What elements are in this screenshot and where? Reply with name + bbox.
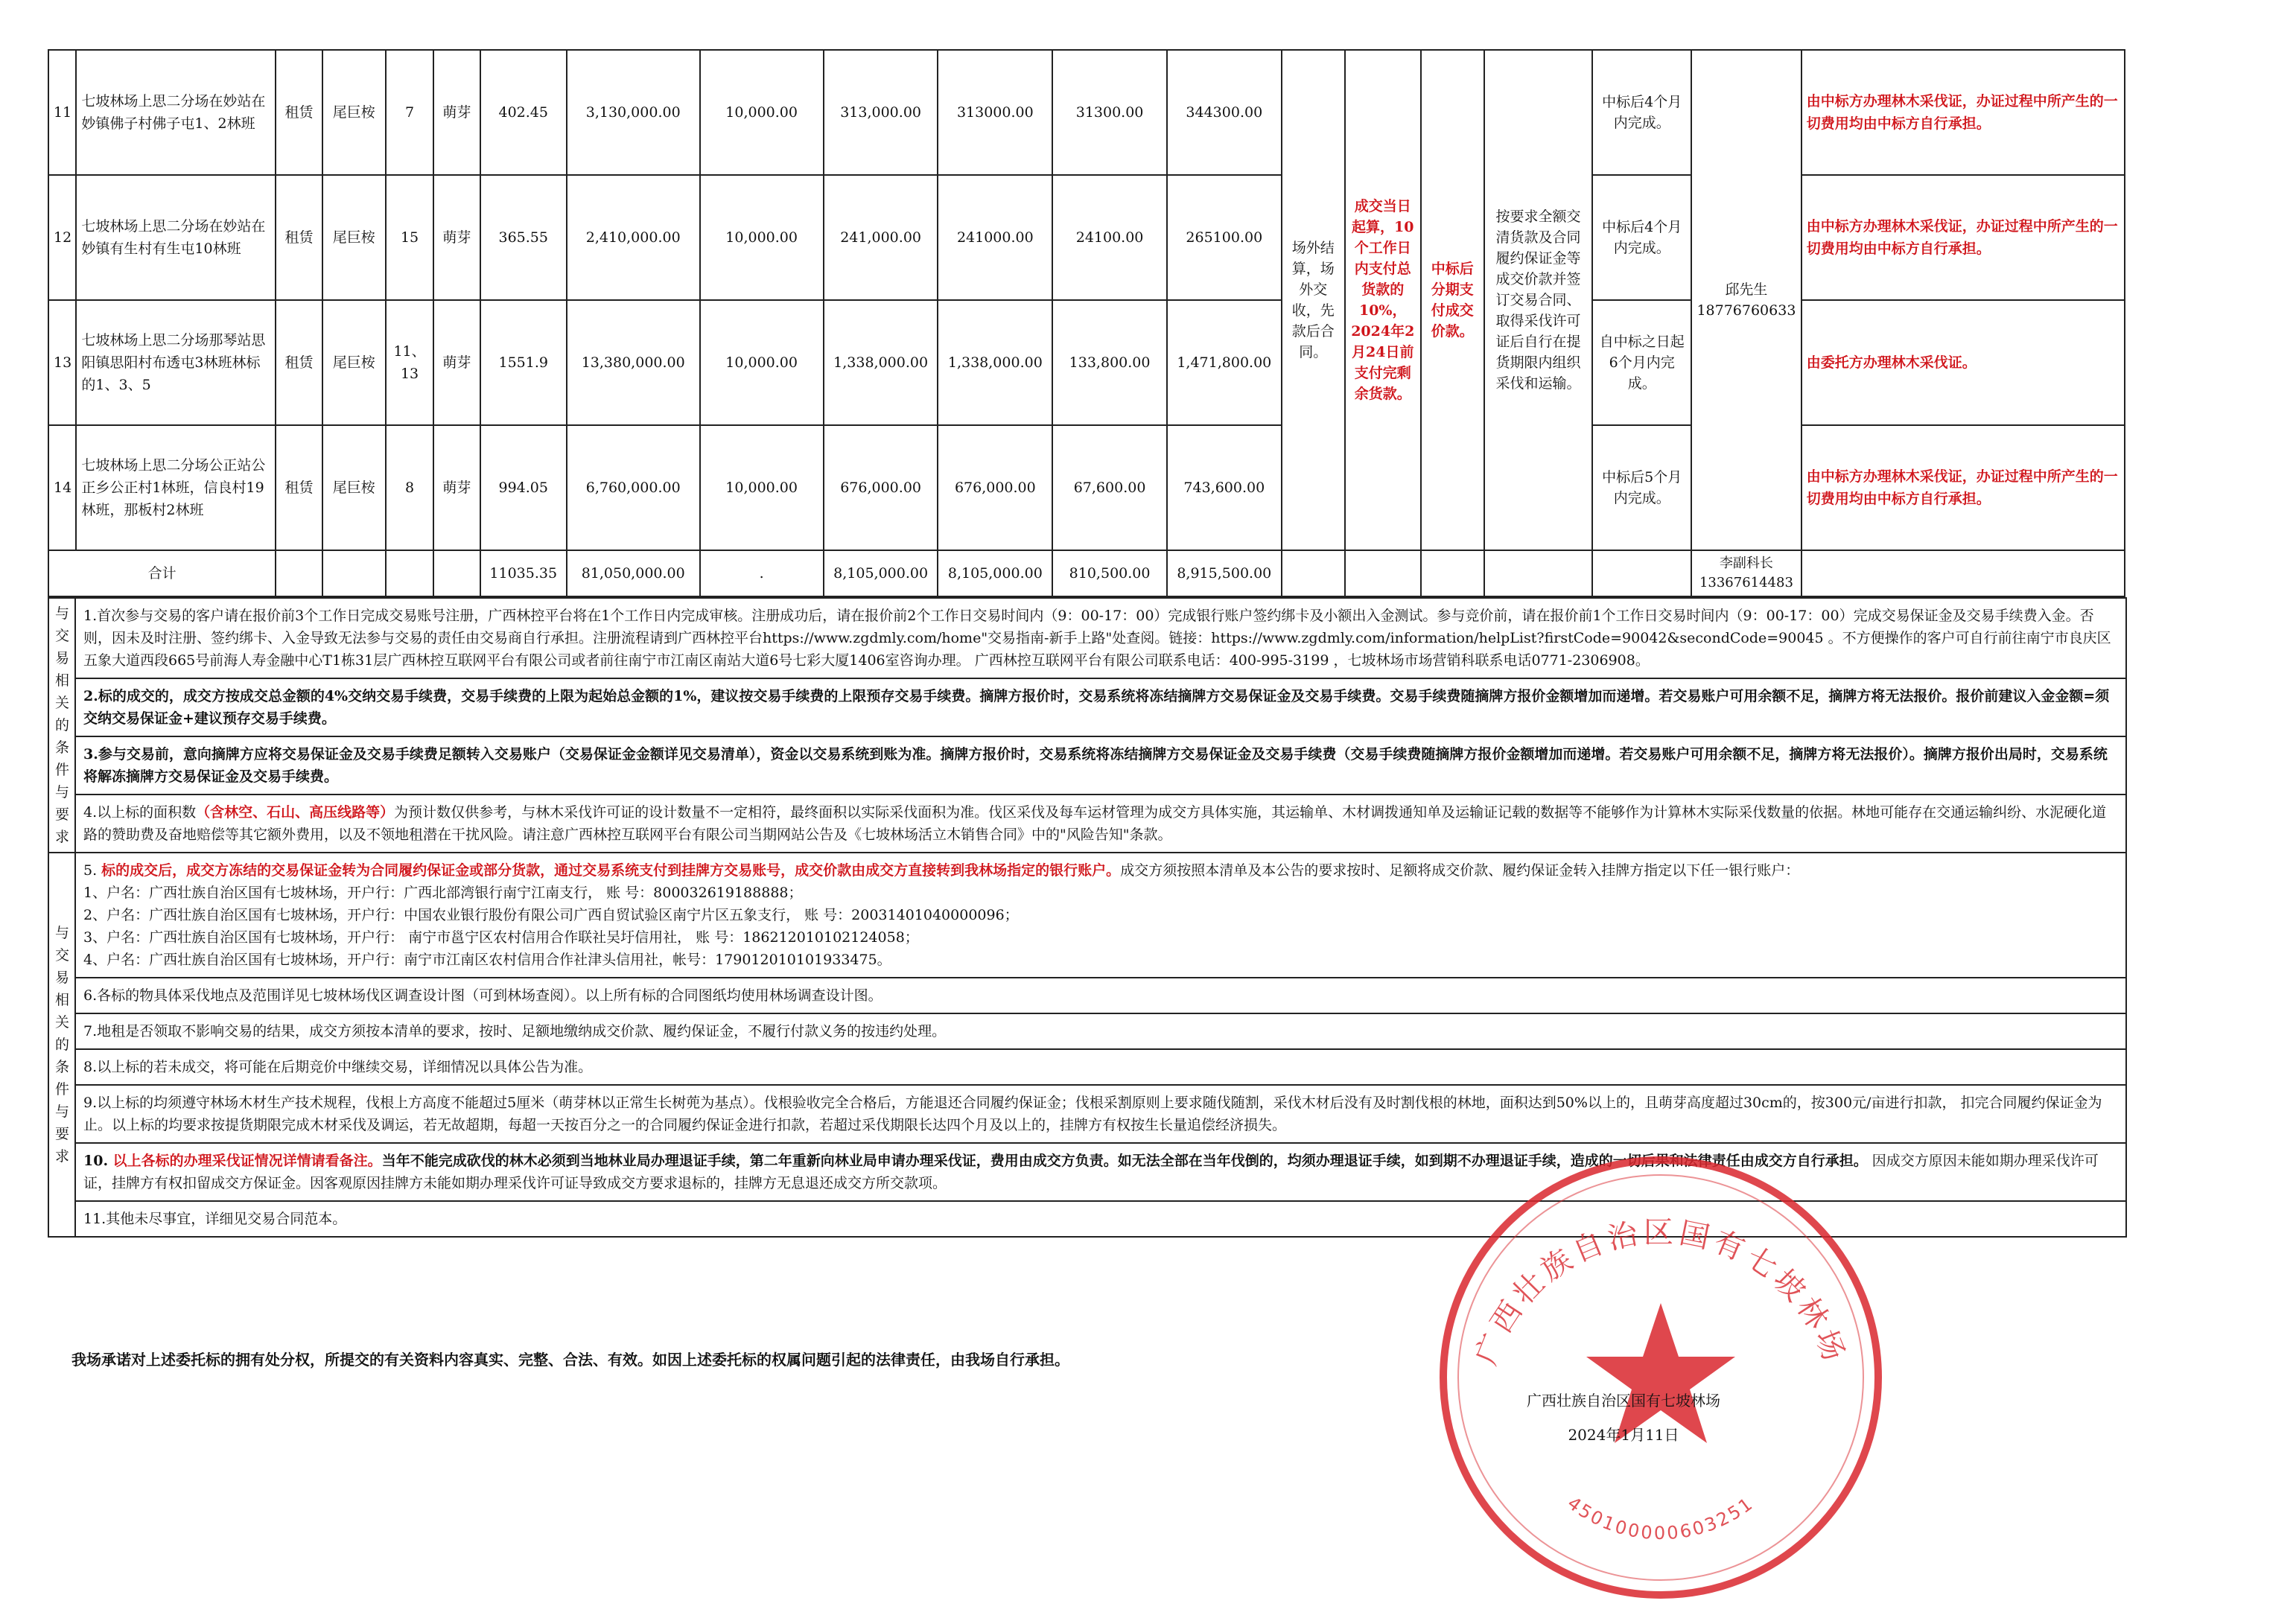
condition-5: 5. 标的成交后，成交方冻结的交易保证金转为合同履约保证金或部分货款，通过交易系统支付到挂牌方交易账号，成交价款由成交方直接转到我林场指定的银行账户。成交方须按照本清单及本公告的要求按时、足额将成交价款、履约保证金转入挂牌方指定以下任一银行账户： 1、户名：广西壮族自治区国有七坡林场，开户行：广西北部湾银行南宁江南支行， 账 号：800032619188888； 2、户名：广西壮族自治区国有七坡林场，开户行：中国农业银行股份有限公司广西自贸试验区南宁片区五象支行， 账 号：20031401040000096； 3、户名：广西壮族自治区国有七坡林场，开户行： 南宁市邕宁区农村信用合作联社吴圩信用社， 账 号：186212010102124058； 4、户名：广西壮族自治区国有七坡林场，开户行：南宁市江南区农村信用合作社津头信用社，帐号：179012010101933475。 [75,853,2126,978]
row-area: 365.55 [480,175,567,300]
row-period: 中标后4个月内完成。 [1592,175,1691,300]
condition-row [48,795,2126,853]
row-area: 402.45 [480,50,567,175]
side-label-1: 与交易相关的条件与要求 [48,598,75,853]
row-no: 14 [48,425,76,550]
document-page [48,49,2125,1238]
settle-cell: 场外结算，场外交收，先款后合同。 [1282,50,1345,550]
side-label-2: 与交易相关的条件与要求 [48,853,75,1237]
signature-block [1527,1383,1720,1452]
row-volume: 313000.00 [938,50,1052,175]
row-name: 七坡林场上思二分场那琴站思阳镇思阳村布透屯3林班林标的1、3、5 [76,300,276,425]
payment-cell: 成交当日起算，10个工作日内支付总货款的10%，2024年2月24日前支付完剩余货款。 [1345,50,1421,550]
row-period: 自中标之日起6个月内完成。 [1592,300,1691,425]
condition-row [48,598,2126,678]
row-age: 11、13 [386,300,433,425]
row-amount: 6,760,000.00 [567,425,700,550]
row-fee: 133,800.00 [1052,300,1167,425]
row-amount: 13,380,000.00 [567,300,700,425]
table-row [48,300,2125,425]
promise-statement: 我场承诺对上述委托标的拥有处分权，所提交的有关资料内容真实、完整、合法、有效。如因上述委托标的权属问题引起的法律责任，由我场自行承担。 [71,1351,1069,1369]
row-species: 尾巨桉 [322,425,386,550]
table-row [48,175,2125,300]
row-no: 13 [48,300,76,425]
condition-row [48,1013,2126,1049]
bank-account-2: 2、户名：广西壮族自治区国有七坡林场，开户行：中国农业银行股份有限公司广西自贸试验区南宁片区五象支行， 账 号：20031401040000096； [83,907,1019,923]
table-row [48,50,2125,175]
condition-row [48,978,2126,1013]
row-fee: 31300.00 [1052,50,1167,175]
row-origin: 萌芽 [433,425,480,550]
row-deposit: 676,000.00 [824,425,938,550]
condition-1: 1.首次参与交易的客户请在报价前3个工作日完成交易账号注册，广西林控平台将在1个工作日内完成审核。注册成功后，请在报价前2个工作日交易时间内（9：00-17：00）完成银行账户签约绑卡及小额出入金测试。参与竞价前，请在报价前1个工作日交易时间内（9：00-17：00）完成交易保证金及交易手续费入金。否则，因未及时注册、签约绑卡、入金导致无法参与交易的责任由交易商自行承担。注册流程请到广西林控平台https://www.zgdmly.com/home"交易指南-新手上路"处查阅。链接：https://www.zgdmly.com/information/helpList?firstCode=90042&secondCode=90045 。不方便操作的客户可自行前往南宁市良庆区五象大道西段665号前海人寿金融中心T1栋31层广西林控互联网平台有限公司或者前往南宁市江南区南站大道6号七彩大厦1406室咨询办理。 广西林控互联网平台有限公司联系电话：400-995-3199 ，七坡林场市场营销科联系电话0771-2306908。 [75,598,2126,678]
total-volume: 8,105,000.00 [938,550,1052,596]
sign-organization: 广西壮族自治区国有七坡林场 [1527,1392,1720,1410]
row-name: 七坡林场上思二分场在妙站在妙镇佛子村佛子屯1、2林班 [76,50,276,175]
condition-row [48,1085,2126,1143]
row-period: 中标后4个月内完成。 [1592,50,1691,175]
row-origin: 萌芽 [433,300,480,425]
row-age: 7 [386,50,433,175]
condition-row [48,1049,2126,1085]
contact-cell: 邱先生 18776760633 [1691,50,1801,550]
condition-4: 4.以上标的面积数（含林空、石山、高压线路等）为预计数仅供参考，与林木采伐许可证的设计数量不一定相符，最终面积以实际采伐面积为准。伐区采伐及每车运材管理为成交方具体实施，其运输单、木材调拨通知单及运输证记载的数据等不能够作为计算林木实际采伐数量的依据。林地可能存在交通运输纠纷、水泥硬化道路的赞助费及奋地赔偿等其它额外费用，以及不领地租潜在干扰风险。请注意广西林控互联网平台有限公司当期网站公告及《七坡林场活立木销售合同》中的"风险告知"条款。 [75,795,2126,853]
row-price: 10,000.00 [700,175,824,300]
total-contact: 李副科长 13367614483 [1691,550,1801,596]
row-origin: 萌芽 [433,50,480,175]
condition-row [48,853,2126,978]
row-fee: 24100.00 [1052,175,1167,300]
row-total: 344300.00 [1167,50,1282,175]
condition-8: 8.以上标的若未成交，将可能在后期竞价中继续交易，详细情况以具体公告为准。 [75,1049,2126,1085]
svg-text:450100000603251: 450100000603251 [1563,1492,1758,1544]
row-type: 租赁 [276,425,322,550]
row-total: 1,471,800.00 [1167,300,1282,425]
sign-date: 2024年1月11日 [1568,1426,1679,1444]
row-note: 由中标方办理林木采伐证，办证过程中所产生的一切费用均由中标方自行承担。 [1801,50,2125,175]
bank-account-3: 3、户名：广西壮族自治区国有七坡林场，开户行： 南宁市邕宁区农村信用合作联社吴圩信用社， 账 号：186212010102124058； [83,929,919,946]
row-volume: 241000.00 [938,175,1052,300]
condition-10: 10. 以上各标的办理采伐证情况详情请看备注。当年不能完成砍伐的林木必须到当地林业局办理退证手续，第二年重新向林业局申请办理采伐证，费用由成交方负责。如无法全部在当年伐倒的，均须办理退证手续，如到期不办理退证手续，造成的一切后果和法律责任由成交方自行承担。 因成交方原因未能如期办理采伐许可证，挂牌方有权扣留成交方保证金。因客观原因挂牌方未能如期办理采伐许可证导致成交方要求退标的，挂牌方无息退还成交方所交款项。 [75,1143,2126,1201]
bank-account-1: 1、户名：广西壮族自治区国有七坡林场，开户行：广西北部湾银行南宁江南支行， 账 号：800032619188888； [83,885,803,901]
row-age: 8 [386,425,433,550]
condition-2: 2.标的成交的，成交方按成交总金额的4%交纳交易手续费，交易手续费的上限为起始总金额的1%，建议按交易手续费的上限预存交易手续费。摘牌方报价时，交易系统将冻结摘牌方交易保证金及交易手续费。交易手续费随摘牌方报价金额增加而递增。若交易账户可用余额不足，摘牌方将无法报价。报价前建议入金金额=须交纳交易保证金+建议预存交易手续费。 [75,678,2126,736]
row-total: 265100.00 [1167,175,1282,300]
total-amount: 81,050,000.00 [567,550,700,596]
official-seal [1430,1147,1892,1608]
condition-11: 11.其他未尽事宜，详细见交易合同范本。 [75,1201,2126,1237]
row-type: 租赁 [276,175,322,300]
row-price: 10,000.00 [700,425,824,550]
row-volume: 676,000.00 [938,425,1052,550]
condition-3: 3.参与交易前，意向摘牌方应将交易保证金及交易手续费足额转入交易账户（交易保证金金额详见交易清单），资金以交易系统到账为准。摘牌方报价时，交易系统将冻结摘牌方交易保证金及交易手续费（交易手续费随摘牌方报价金额增加而递增。若交易账户可用余额不足，摘牌方将无法报价）。摘牌方报价出局时，交易系统将解冻摘牌方交易保证金及交易手续费。 [75,736,2126,795]
total-total: 8,915,500.00 [1167,550,1282,596]
row-species: 尾巨桉 [322,175,386,300]
total-deposit: 8,105,000.00 [824,550,938,596]
conditions-table [48,597,2127,1238]
row-area: 1551.9 [480,300,567,425]
row-deposit: 241,000.00 [824,175,938,300]
bank-account-4: 4、户名：广西壮族自治区国有七坡林场，开户行：南宁市江南区农村信用合作社津头信用社，帐号：179012010101933475。 [83,952,891,968]
row-total: 743,600.00 [1167,425,1282,550]
condition-row [48,678,2126,736]
total-price: . [700,550,824,596]
row-name: 七坡林场上思二分场公正站公正乡公正村1林班，信良村19林班，那板村2林班 [76,425,276,550]
row-fee: 67,600.00 [1052,425,1167,550]
row-deposit: 313,000.00 [824,50,938,175]
row-type: 租赁 [276,300,322,425]
condition-7: 7.地租是否领取不影响交易的结果，成交方须按本清单的要求，按时、足额地缴纳成交价款、履约保证金，不履行付款义务的按违约处理。 [75,1013,2126,1049]
condition-row [48,736,2126,795]
row-area: 994.05 [480,425,567,550]
row-note: 由中标方办理林木采伐证，办证过程中所产生的一切费用均由中标方自行承担。 [1801,425,2125,550]
condition-6: 6.各标的物具体采伐地点及范围详见七坡林场伐区调查设计图（可到林场查阅）。以上所有标的合同图纸均使用林场调查设计图。 [75,978,2126,1013]
row-amount: 3,130,000.00 [567,50,700,175]
row-price: 10,000.00 [700,50,824,175]
row-species: 尾巨桉 [322,50,386,175]
total-label: 合计 [48,550,276,596]
row-price: 10,000.00 [700,300,824,425]
row-amount: 2,410,000.00 [567,175,700,300]
row-name: 七坡林场上思二分场在妙站在妙镇有生村有生屯10林班 [76,175,276,300]
staged-cell: 中标后分期支付成交价款。 [1421,50,1484,550]
listing-table [48,49,2125,597]
total-area: 11035.35 [480,550,567,596]
row-volume: 1,338,000.00 [938,300,1052,425]
table-row [48,425,2125,550]
total-row [48,550,2125,596]
row-type: 租赁 [276,50,322,175]
row-deposit: 1,338,000.00 [824,300,938,425]
row-no: 11 [48,50,76,175]
condition-9: 9.以上标的均须遵守林场木材生产技术规程，伐根上方高度不能超过5厘米（萌芽林以正常生长树蔸为基点）。伐根验收完全合格后，方能退还合同履约保证金；伐根采割原则上要求随伐随割，采伐木材后没有及时割伐根的林地，面积达到50%以上的，且萌芽高度超过30cm的，按300元/亩进行扣款， 扣完合同履约保证金为止。以上标的均要求按提货期限完成木材采伐及调运，若无故超期，每超一天按百分之一的合同履约保证金进行扣款，若超过采伐期限长达四个月及以上的，挂牌方有权按生长量追偿经济损失。 [75,1085,2126,1143]
row-period: 中标后5个月内完成。 [1592,425,1691,550]
row-note: 由委托方办理林木采伐证。 [1801,300,2125,425]
row-note: 由中标方办理林木采伐证，办证过程中所产生的一切费用均由中标方自行承担。 [1801,175,2125,300]
svg-text:广西壮族自治区国有七坡林场: 广西壮族自治区国有七坡林场 [1469,1215,1853,1370]
row-origin: 萌芽 [433,175,480,300]
total-fee: 810,500.00 [1052,550,1167,596]
row-species: 尾巨桉 [322,300,386,425]
row-age: 15 [386,175,433,300]
row-no: 12 [48,175,76,300]
delivery-cell: 按要求全额交清货款及合同履约保证金等成交价款并签订交易合同、取得采伐许可证后自行在提货期限内组织采伐和运输。 [1484,50,1592,550]
